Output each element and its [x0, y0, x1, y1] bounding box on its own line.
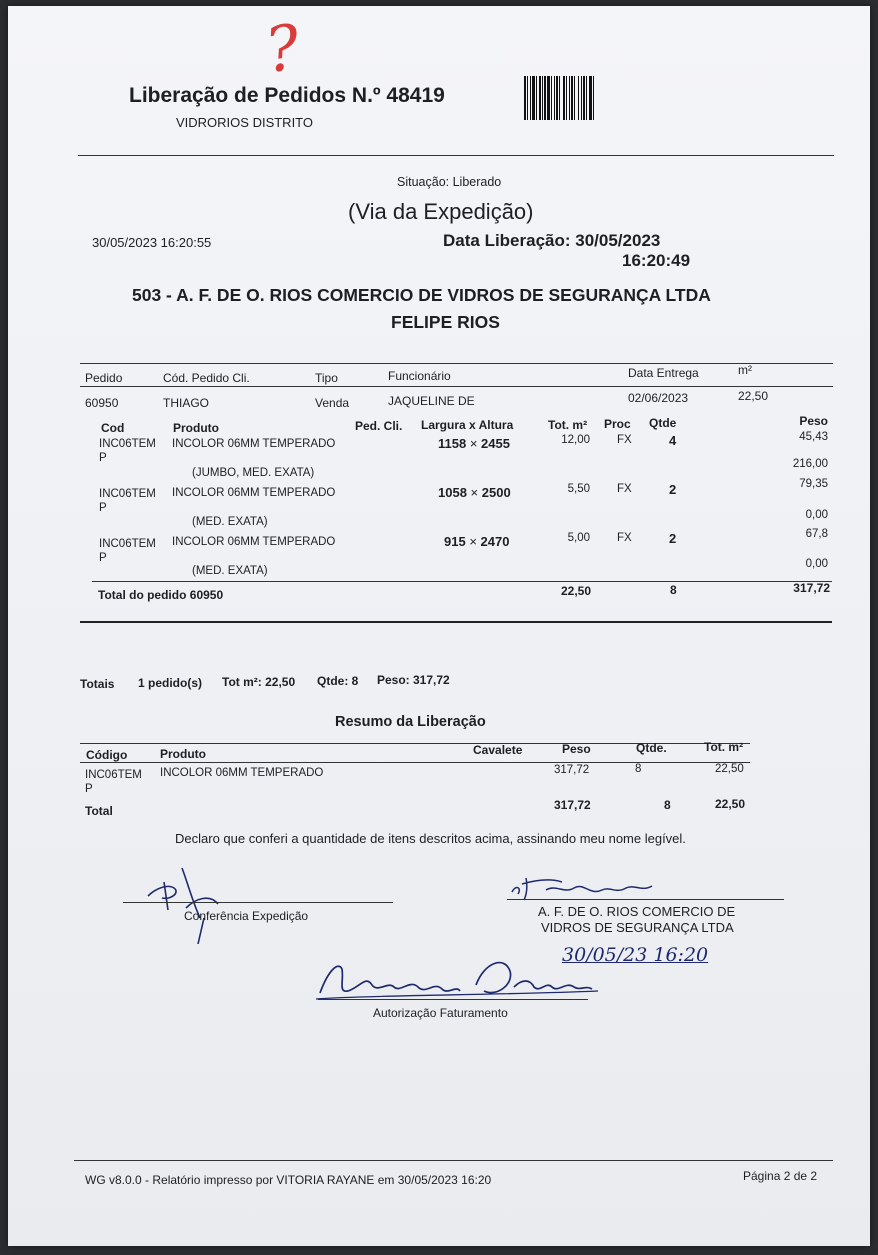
- document-title: Liberação de Pedidos N.º 48419: [129, 84, 445, 107]
- item-obs: (MED. EXATA): [192, 516, 268, 528]
- item-qtde: 4: [669, 433, 677, 448]
- signature-line: [123, 902, 393, 903]
- client-name: 503 - A. F. DE O. RIOS COMERCIO DE VIDROS DE SEGURANÇA LTDA: [132, 285, 711, 305]
- item-produto: INCOLOR 06MM TEMPERADO: [172, 536, 336, 548]
- autorizacao-label: Autorização Faturamento: [373, 1006, 508, 1020]
- item-tot-m2: 12,00: [561, 434, 590, 446]
- item-produto: INCOLOR 06MM TEMPERADO: [172, 438, 336, 450]
- declaration-text: Declaro que conferi a quantidade de itens descritos acima, assinando meu nome legível.: [175, 831, 686, 846]
- summary-col-tot-m2: Tot. m²: [704, 740, 744, 754]
- item-dimensions: 915 × 2470: [444, 534, 510, 549]
- summary-col-produto: Produto: [160, 747, 206, 761]
- summary-total-m2: 22,50: [715, 797, 746, 811]
- document-page: [8, 6, 870, 1246]
- item-proc: FX: [617, 532, 632, 544]
- client-signer-line2: VIDROS DE SEGURANÇA LTDA: [541, 920, 734, 935]
- situation-text: Situação: Liberado: [397, 175, 502, 189]
- order-funcionario: JAQUELINE DE: [388, 394, 475, 408]
- signature-line: [507, 899, 784, 900]
- divider: [74, 1160, 833, 1161]
- item-peso-2: 0,00: [805, 558, 828, 570]
- order-data-entrega: 02/06/2023: [628, 391, 689, 405]
- col-m2: m²: [738, 363, 752, 377]
- items-col-qtde: Qtde: [649, 416, 677, 430]
- autorizacao-signature-image: [308, 941, 608, 1011]
- handwritten-question-mark: ?: [261, 10, 305, 87]
- item-proc: FX: [617, 483, 632, 495]
- totals-peso: Peso: 317,72: [377, 673, 450, 687]
- divider: [92, 581, 832, 582]
- item-dimensions: 1058 × 2500: [438, 485, 511, 500]
- via-label: (Via da Expedição): [348, 199, 534, 224]
- item-cod: INC06TEM: [99, 488, 156, 500]
- order-total-peso: 317,72: [793, 581, 830, 595]
- item-cod-suffix: P: [99, 502, 107, 514]
- release-time: 16:20:49: [622, 251, 691, 270]
- client-handwritten-date: 30/05/23 16:20: [562, 944, 709, 966]
- summary-codigo-suffix: P: [85, 783, 93, 795]
- divider: [80, 363, 833, 364]
- summary-total-label: Total: [85, 804, 113, 818]
- summary-produto: INCOLOR 06MM TEMPERADO: [160, 767, 324, 779]
- item-peso-2: 216,00: [792, 458, 828, 470]
- item-cod: INC06TEM: [99, 538, 156, 550]
- conferencia-label: Conferência Expedição: [184, 909, 309, 923]
- summary-peso: 317,72: [554, 764, 590, 776]
- client-contact: FELIPE RIOS: [391, 312, 500, 332]
- client-signer-line1: A. F. DE O. RIOS COMERCIO DE: [538, 904, 736, 919]
- summary-total-peso: 317,72: [554, 798, 591, 812]
- item-peso-2: 0,00: [805, 509, 828, 521]
- col-pedido: Pedido: [85, 371, 123, 385]
- summary-codigo: INC06TEM: [85, 769, 142, 781]
- col-tipo: Tipo: [315, 371, 338, 385]
- col-cod-pedido-cli: Cód. Pedido Cli.: [163, 371, 250, 385]
- footer-printed-by: WG v8.0.0 - Relatório impresso por VITORIA RAYANE em 30/05/2023 16:20: [85, 1173, 492, 1187]
- barcode-image: [524, 76, 660, 120]
- order-pedido: 60950: [85, 396, 119, 410]
- item-qtde: 2: [669, 482, 677, 497]
- footer-page-number: Página 2 de 2: [743, 1169, 818, 1183]
- item-tot-m2: 5,00: [567, 532, 590, 544]
- divider: [80, 386, 833, 387]
- items-col-proc: Proc: [604, 417, 631, 431]
- signature-line: [318, 999, 588, 1000]
- item-qtde: 2: [669, 531, 677, 546]
- conferencia-signature-image: [126, 848, 256, 958]
- order-tipo: Venda: [315, 396, 350, 410]
- totals-m2: Tot m²: 22,50: [222, 675, 296, 689]
- release-date: Data Liberação: 30/05/2023: [443, 231, 661, 250]
- summary-col-codigo: Código: [86, 748, 128, 762]
- order-total-label: Total do pedido 60950: [98, 588, 224, 602]
- items-col-ped-cli: Ped. Cli.: [355, 419, 403, 433]
- summary-col-peso: Peso: [562, 742, 591, 756]
- order-m2: 22,50: [738, 389, 769, 403]
- item-proc: FX: [617, 434, 632, 446]
- item-tot-m2: 5,50: [567, 483, 590, 495]
- print-datetime: 30/05/2023 16:20:55: [92, 235, 212, 250]
- item-cod: INC06TEM: [99, 438, 156, 450]
- items-col-peso: Peso: [799, 414, 828, 428]
- item-produto: INCOLOR 06MM TEMPERADO: [172, 487, 336, 499]
- summary-title: Resumo da Liberação: [335, 714, 486, 730]
- item-peso: 45,43: [799, 431, 828, 443]
- summary-tot-m2: 22,50: [715, 763, 744, 775]
- item-cod-suffix: P: [99, 452, 107, 464]
- col-funcionario: Funcionário: [388, 369, 451, 383]
- item-obs: (JUMBO, MED. EXATA): [192, 467, 315, 479]
- item-peso: 67,8: [805, 528, 828, 540]
- totals-pedidos: 1 pedido(s): [138, 676, 203, 690]
- totals-qtde: Qtde: 8: [317, 674, 359, 688]
- item-obs: (MED. EXATA): [192, 565, 268, 577]
- divider: [80, 762, 750, 763]
- item-peso: 79,35: [799, 478, 828, 490]
- item-cod-suffix: P: [99, 552, 107, 564]
- summary-total-qtde: 8: [664, 798, 671, 812]
- divider: [80, 621, 832, 623]
- divider: [78, 155, 834, 156]
- items-col-produto: Produto: [173, 421, 219, 435]
- order-total-m2: 22,50: [560, 584, 591, 598]
- order-cod-pedido-cli: THIAGO: [163, 396, 210, 410]
- totals-label: Totais: [80, 677, 115, 691]
- items-col-cod: Cod: [101, 421, 125, 435]
- items-col-tot-m2: Tot. m²: [548, 418, 588, 432]
- summary-col-cavalete: Cavalete: [473, 743, 523, 757]
- order-total-qtde: 8: [670, 583, 677, 597]
- item-dimensions: 1158 × 2455: [438, 436, 510, 451]
- summary-qtde: 8: [635, 763, 642, 775]
- items-col-largura-altura: Largura x Altura: [421, 418, 514, 432]
- summary-col-qtde: Qtde.: [636, 741, 667, 755]
- col-data-entrega: Data Entrega: [628, 366, 699, 380]
- company-name: VIDRORIOS DISTRITO: [176, 115, 313, 130]
